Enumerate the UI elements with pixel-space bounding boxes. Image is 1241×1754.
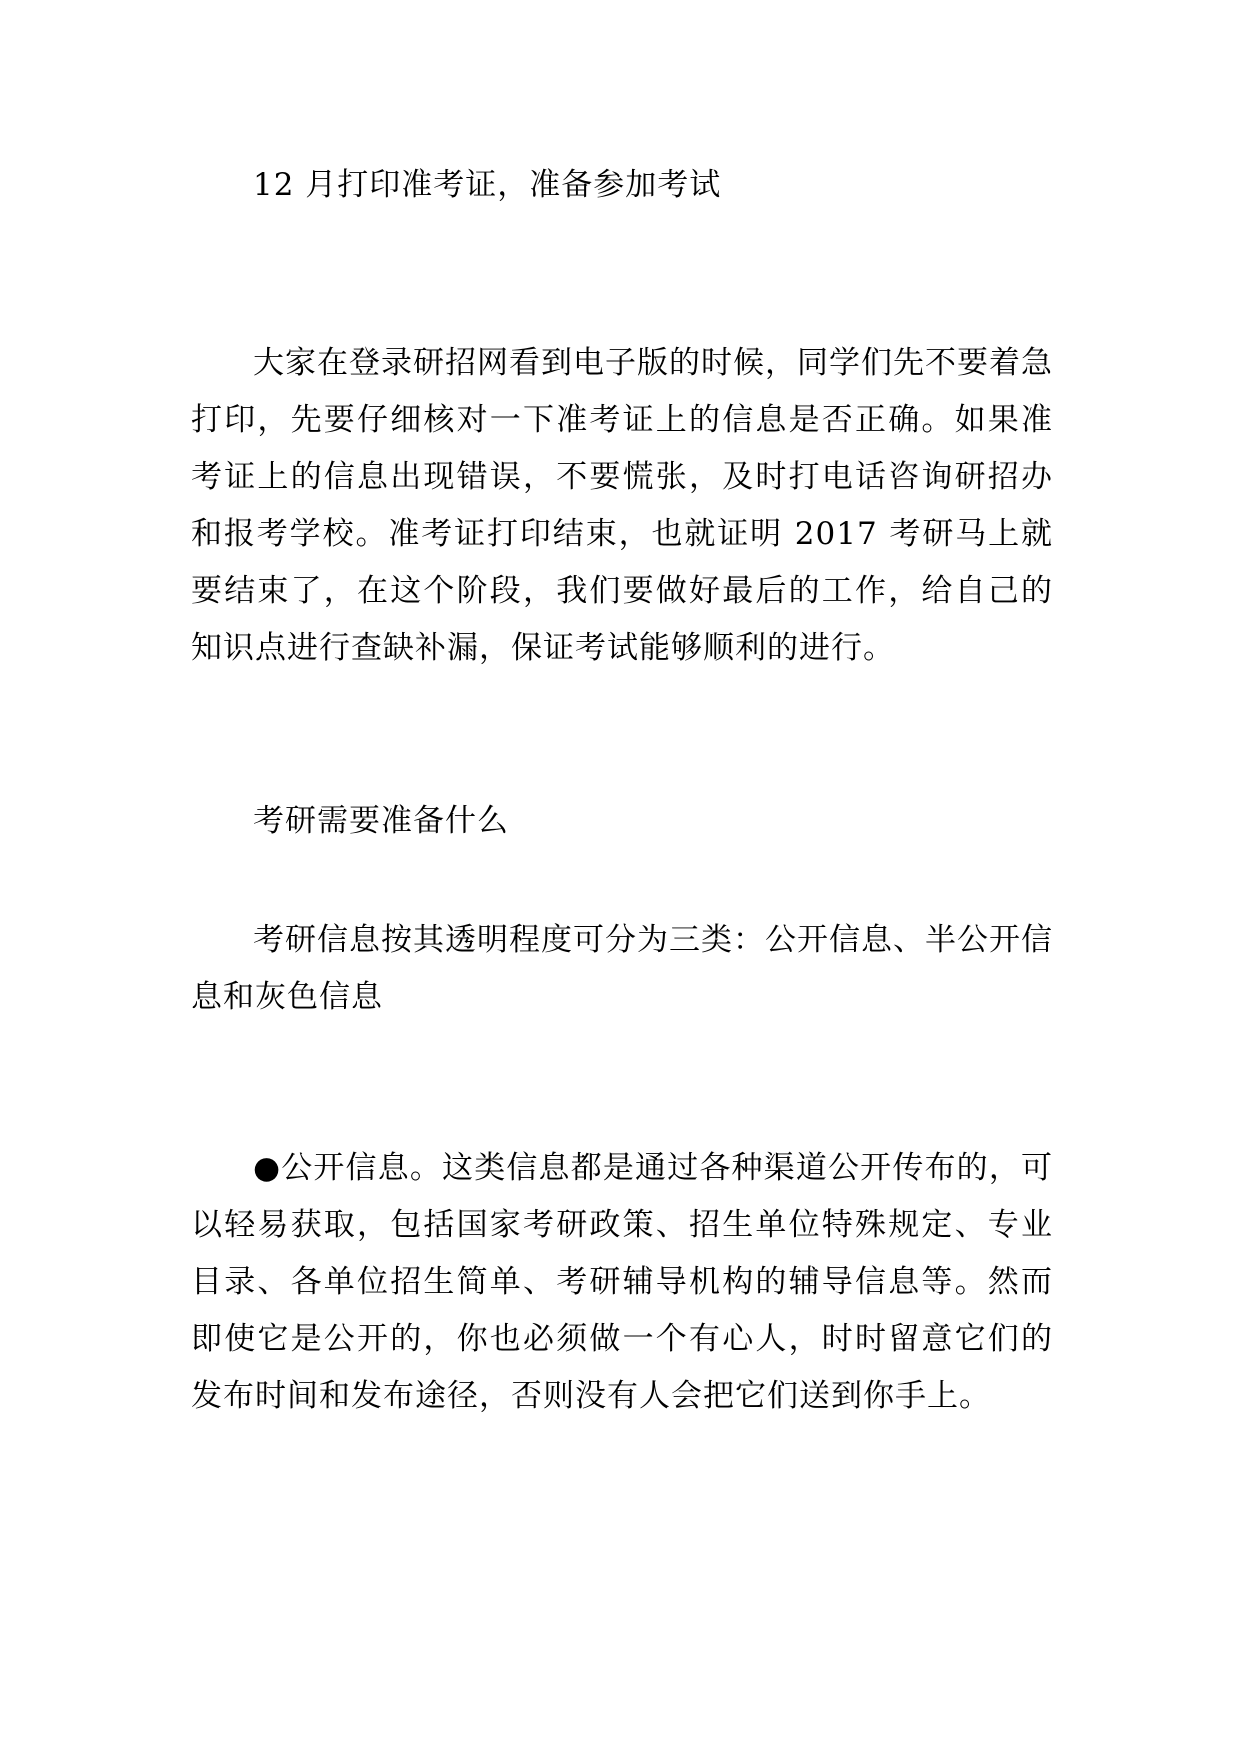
paragraph-public-information: ●公开信息。这类信息都是通过各种渠道公开传布的，可以轻易获取，包括国家考研政策、招生单位特殊规定、专业目录、各单位招生简单、考研辅导机构的辅导信息等。然而即使它是公开的，你也必须做一个有心人，时时留意它们的发布时间和发布途径，否则没有人会把它们送到你手上。 [191, 1150, 1053, 1414]
paragraph-information-categories: 考研信息按其透明程度可分为三类：公开信息、半公开信息和灰色信息 [191, 922, 1053, 1015]
paragraph-admission-ticket-check: 大家在登录研招网看到电子版的时候，同学们先不要着急打印，先要仔细核对一下准考证上的信息是否正确。如果准考证上的信息出现错误，不要慌张，及时打电话咨询研招办和报考学校。准考证打印结束，也就证明 2017 考研马上就要结束了，在这个阶段，我们要做好最后的工作，给自己的知识点进行查缺补漏，保证考试能够顺利的进行。 [191, 345, 1053, 666]
section-heading-print-admission-ticket: 12 月打印准考证，准备参加考试 [253, 167, 722, 203]
section-heading-exam-preparation: 考研需要准备什么 [253, 803, 509, 839]
